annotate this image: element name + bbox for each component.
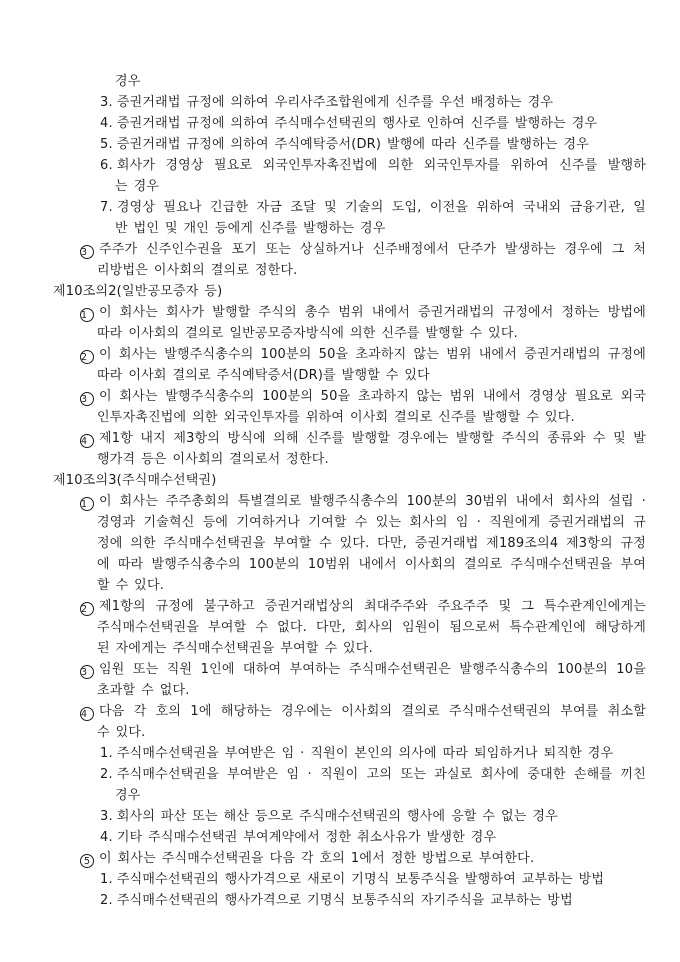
sub-item-number: 7. bbox=[100, 200, 113, 215]
document-line bbox=[115, 176, 680, 197]
document-line bbox=[97, 722, 680, 743]
circled-item-number: 1 bbox=[80, 308, 94, 322]
article-heading-line bbox=[53, 470, 680, 491]
article-heading-line bbox=[53, 281, 680, 302]
line-text: 주주가 신주인수권을 포기 또는 상실하거나 신주배정에서 단주가 발생하는 경우에 그 처 bbox=[99, 242, 646, 257]
line-text: 증권거래법 규정에 의하여 우리사주조합원에게 신주를 우선 배정하는 경우 bbox=[116, 95, 554, 110]
document-line bbox=[97, 365, 680, 386]
circled-item-number: 2 bbox=[80, 602, 94, 616]
document-line bbox=[100, 92, 680, 113]
document-line bbox=[80, 491, 646, 512]
line-text: 주식매수선택권의 행사가격으로 새로이 기명식 보통주식을 발행하여 교부하는 방법 bbox=[116, 872, 605, 887]
document-line bbox=[100, 113, 680, 134]
line-text: 증권거래법 규정에 의하여 주식매수선택권의 행사로 인하여 신주를 발행하는 경우 bbox=[116, 116, 598, 131]
document-line bbox=[80, 428, 646, 449]
line-text: 따라 이사회의 결의로 일반공모증자방식에 의한 신주를 발행할 수 있다. bbox=[97, 326, 518, 341]
line-text: 정에 의한 주식매수선택권을 부여할 수 있다. 다만, 증권거래법 제189조의4 제3항의 규정 bbox=[97, 536, 646, 551]
line-text: 따라 이사회 결의로 주식예탁증서(DR)를 발행할 수 있다 bbox=[97, 368, 430, 383]
document-line bbox=[100, 197, 646, 218]
line-text: 할 수 있다. bbox=[97, 578, 165, 593]
sub-item-number: 2. bbox=[100, 893, 113, 908]
document-line bbox=[97, 323, 680, 344]
circled-item-number: 3 bbox=[80, 665, 94, 679]
document-line bbox=[97, 554, 646, 575]
circled-item-number: 4 bbox=[80, 707, 94, 721]
document-line bbox=[100, 806, 680, 827]
document-line bbox=[80, 848, 680, 869]
line-text: 는 경우 bbox=[115, 179, 160, 194]
line-text: 이 회사는 발행주식총수의 100분의 50을 초과하지 않는 범위 내에서 증권거래법의 규정에 bbox=[99, 347, 646, 362]
line-text: 초과할 수 없다. bbox=[97, 683, 190, 698]
sub-item-number: 6. bbox=[100, 158, 113, 173]
document-line bbox=[80, 239, 646, 260]
document-line bbox=[80, 386, 646, 407]
circled-item-number: 1 bbox=[80, 497, 94, 511]
document-line bbox=[97, 407, 680, 428]
document-line bbox=[80, 701, 646, 722]
line-text: 리방법은 이사회의 결의로 정한다. bbox=[97, 263, 298, 278]
document-line bbox=[115, 785, 680, 806]
document-line bbox=[97, 575, 680, 596]
sub-item-number: 1. bbox=[100, 872, 113, 887]
sub-item-number: 3. bbox=[100, 809, 113, 824]
line-text: 경우 bbox=[115, 788, 141, 803]
circled-item-number: 2 bbox=[80, 350, 94, 364]
document-line bbox=[100, 764, 646, 785]
article-heading-text: 제10조의2(일반공모증자 등) bbox=[53, 284, 223, 299]
line-text: 임원 또는 직원 1인에 대하여 부여하는 주식매수선택권은 발행주식총수의 100분의 10을 bbox=[99, 662, 646, 677]
line-text: 경영상 필요나 긴급한 자금 조달 및 기술의 도입, 이전을 위하여 국내외 금융기관, 일 bbox=[116, 200, 646, 215]
line-text: 증권거래법 규정에 의하여 주식예탁증서(DR) 발행에 따라 신주를 발행하는 경우 bbox=[116, 137, 589, 152]
document-line bbox=[80, 344, 646, 365]
circled-item-number: 5 bbox=[80, 854, 94, 868]
line-text: 제1항 내지 제3항의 방식에 의해 신주를 발행할 경우에는 발행할 주식의 종류와 수 및 발 bbox=[99, 431, 646, 446]
circled-item-number: 3 bbox=[80, 392, 94, 406]
line-text: 주식매수선택권을 부여받은 임 · 직원이 본인의 의사에 따라 퇴임하거나 퇴직한 경우 bbox=[116, 746, 614, 761]
document-line bbox=[100, 155, 646, 176]
document-line bbox=[80, 659, 646, 680]
sub-item-number: 1. bbox=[100, 746, 113, 761]
document-line bbox=[115, 71, 680, 92]
document-line bbox=[97, 449, 680, 470]
line-text: 주식매수선택권을 부여할 수 없다. 다만, 회사의 임원이 됨으로써 특수관계인에 해당하게 bbox=[97, 620, 646, 635]
line-text: 경우 bbox=[115, 74, 141, 89]
document-line bbox=[97, 638, 680, 659]
line-text: 이 회사는 주주총회의 특별결의로 발행주식총수의 100분의 30범위 내에서 회사의 설립 · bbox=[99, 494, 646, 509]
document-line bbox=[100, 134, 680, 155]
document-line bbox=[97, 617, 646, 638]
sub-item-number: 4. bbox=[100, 830, 113, 845]
document-line bbox=[100, 869, 680, 890]
line-text: 된 자에게는 주식매수선택권을 부여할 수 있다. bbox=[97, 641, 373, 656]
line-text: 이 회사는 발행주식총수의 100분의 50을 초과하지 않는 범위 내에서 경영상 필요로 외국 bbox=[99, 389, 646, 404]
document-body bbox=[0, 71, 680, 911]
line-text: 주식매수선택권을 부여받은 임 · 직원이 고의 또는 과실로 회사에 중대한 손해를 끼친 bbox=[116, 767, 646, 782]
line-text: 회사가 경영상 필요로 외국인투자촉진법에 의한 외국인투자를 위하여 신주를 발행하 bbox=[116, 158, 646, 173]
document-line bbox=[97, 533, 646, 554]
line-text: 다음 각 호의 1에 해당하는 경우에는 이사회의 결의로 주식매수선택권의 부여를 취소할 bbox=[99, 704, 646, 719]
line-text: 수 있다. bbox=[97, 725, 146, 740]
line-text: 에 따라 발행주식총수의 100분의 10범위 내에서 이사회의 결의로 주식매수선택권을 부여 bbox=[97, 557, 646, 572]
document-line bbox=[97, 512, 646, 533]
document-line bbox=[115, 218, 680, 239]
line-text: 주식매수선택권의 행사가격으로 기명식 보통주식의 자기주식을 교부하는 방법 bbox=[116, 893, 573, 908]
article-heading-text: 제10조의3(주식매수선택권) bbox=[53, 473, 217, 488]
sub-item-number: 5. bbox=[100, 137, 113, 152]
sub-item-number: 2. bbox=[100, 767, 113, 782]
sub-item-number: 4. bbox=[100, 116, 113, 131]
document-line bbox=[97, 680, 680, 701]
circled-item-number: 3 bbox=[80, 245, 94, 259]
line-text: 제1항의 규정에 불구하고 증권거래법상의 최대주주와 주요주주 및 그 특수관계인에게는 bbox=[99, 599, 646, 614]
document-line bbox=[100, 743, 680, 764]
line-text: 이 회사는 주식매수선택권을 다음 각 호의 1에서 정한 방법으로 부여한다. bbox=[99, 851, 535, 866]
line-text: 회사의 파산 또는 해산 등으로 주식매수선택권의 행사에 응할 수 없는 경우 bbox=[116, 809, 558, 824]
line-text: 행가격 등은 이사회의 결의로서 정한다. bbox=[97, 452, 329, 467]
line-text: 경영과 기술혁신 등에 기여하거나 기여할 수 있는 회사의 임 · 직원에게 증권거래법의 규 bbox=[97, 515, 646, 530]
line-text: 인투자촉진법에 의한 외국인투자를 위하여 이사회 결의로 신주를 발행할 수 있다. bbox=[97, 410, 575, 425]
sub-item-number: 3. bbox=[100, 95, 113, 110]
line-text: 반 법인 및 개인 등에게 신주를 발행하는 경우 bbox=[115, 221, 386, 236]
document-line bbox=[100, 890, 680, 911]
circled-item-number: 4 bbox=[80, 434, 94, 448]
document-line bbox=[80, 302, 646, 323]
document-line bbox=[100, 827, 680, 848]
document-line bbox=[80, 596, 646, 617]
line-text: 기타 주식매수선택권 부여계약에서 정한 취소사유가 발생한 경우 bbox=[116, 830, 497, 845]
line-text: 이 회사는 회사가 발행할 주식의 총수 범위 내에서 증권거래법의 규정에서 정하는 방법에 bbox=[99, 305, 646, 320]
document-line bbox=[97, 260, 680, 281]
